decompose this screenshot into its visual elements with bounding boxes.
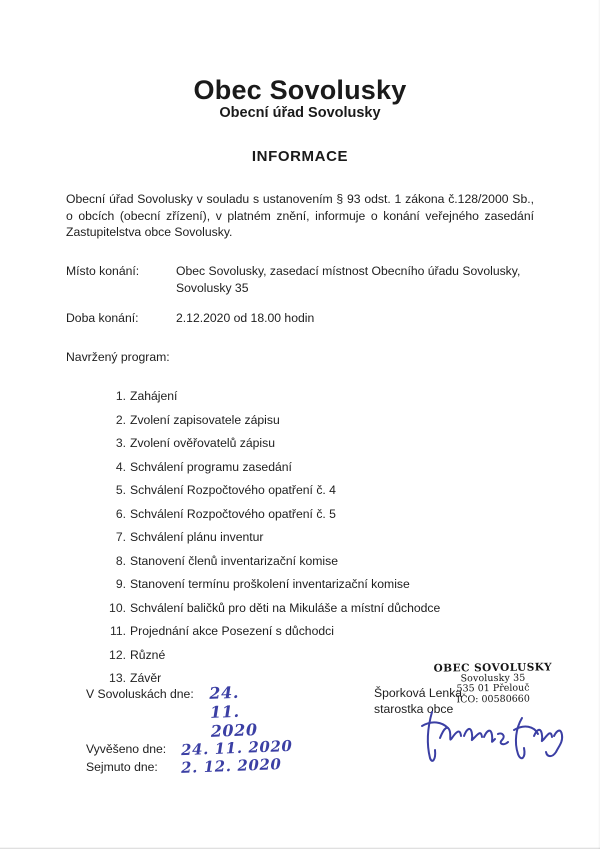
list-item-number: 9.	[115, 577, 126, 591]
list-item	[66, 624, 534, 648]
list-item-number: 13.	[109, 671, 126, 685]
stamp-city: 535 01 Přelouč	[456, 682, 530, 695]
list-item	[66, 507, 534, 531]
list-item-number: 10.	[109, 600, 126, 615]
list-item	[66, 577, 534, 601]
organization-subtitle: Obecní úřad Sovolusky	[219, 105, 381, 121]
meeting-place-label: Místo konání:	[66, 264, 140, 278]
removed-date-row	[86, 755, 293, 777]
posting-dates-block	[86, 736, 293, 777]
list-item-text: Různé	[130, 647, 166, 662]
list-item-text: Závěr	[130, 671, 162, 685]
list-item-text: Stanovení termínu proškolení inventarizační komise	[130, 577, 410, 591]
stamp-ico: IČO: 00580660	[456, 693, 530, 705]
list-item	[66, 601, 534, 625]
list-item	[66, 389, 534, 413]
list-item-text: Schválení programu zasedání	[130, 459, 292, 474]
posted-date-label: Vyvěšeno dne:	[86, 742, 167, 756]
list-item-number: 2.	[115, 412, 126, 427]
list-item-number: 12.	[109, 647, 126, 662]
list-item-text: Schválení baličků pro děti na Mikuláše a místní důchodce	[130, 600, 441, 615]
list-item-text: Zahájení	[130, 389, 178, 403]
meeting-time-row	[66, 310, 534, 327]
list-item-number: 4.	[115, 459, 126, 474]
list-item	[66, 413, 534, 437]
list-item-text: Stanovení členů inventarizační komise	[130, 553, 338, 568]
list-item-number: 6.	[115, 506, 126, 521]
intro-paragraph: Obecní úřad Sovolusky v souladu s ustanovením § 93 odst. 1 zákona č.128/2000 Sb., o obcích (obecní zřízení), v platném znění, informuje o konání veřejného zasedání Zastupitelstva obce Sovolusky.	[66, 192, 534, 239]
list-item-number: 7.	[115, 530, 126, 544]
signer-name: Šporková Lenka	[374, 686, 463, 700]
list-item-text: Projednání akce Posezení s důchodci	[130, 624, 334, 638]
program-list	[66, 389, 534, 695]
list-item-text: Zvolení zapisovatele zápisu	[130, 412, 280, 427]
place-date-label: V Sovoluskách dne:	[86, 687, 194, 701]
meeting-time-label: Doba konání:	[66, 311, 139, 325]
document-heading: INFORMACE	[251, 148, 349, 165]
list-item-text: Schválení Rozpočtového opatření č. 5	[130, 506, 336, 521]
list-item-number: 5.	[115, 483, 126, 497]
signer-role: starostka obce	[374, 702, 454, 716]
removed-date-label: Sejmuto dne:	[86, 760, 158, 774]
program-label: Navržený program:	[66, 350, 170, 364]
stamp-organization-name: OBEC SOVOLUSKY	[433, 661, 553, 675]
list-item-number: 3.	[115, 436, 126, 450]
list-item-text: Schválení Rozpočtového opatření č. 4	[130, 483, 336, 497]
list-item-text: Zvolení ověřovatelů zápisu	[130, 436, 275, 450]
list-item	[66, 436, 534, 460]
list-item-number: 8.	[115, 553, 126, 568]
list-item	[66, 554, 534, 578]
meeting-place-value: Obec Sovolusky, zasedací místnost Obecního úřadu Sovolusky, Sovolusky 35	[176, 264, 521, 295]
removed-date-handwritten-value: 2. 12. 2020	[180, 755, 282, 777]
official-stamp	[432, 662, 554, 705]
place-date-row	[86, 682, 259, 741]
place-date-handwritten-value: 24. 11. 2020	[208, 682, 259, 741]
list-item-number: 11.	[109, 624, 126, 638]
list-item-number: 1.	[115, 389, 126, 403]
list-item-text: Schválení plánu inventur	[130, 530, 264, 544]
organization-title: Obec Sovolusky	[193, 75, 407, 105]
list-item	[66, 460, 534, 484]
list-item	[66, 530, 534, 554]
list-item	[66, 483, 534, 507]
meeting-time-value: 2.12.2020 od 18.00 hodin	[176, 311, 315, 325]
posted-date-handwritten-value: 24. 11. 2020	[180, 736, 293, 760]
stamp-street: Sovolusky 35	[460, 672, 526, 684]
meeting-place-row	[66, 263, 534, 296]
